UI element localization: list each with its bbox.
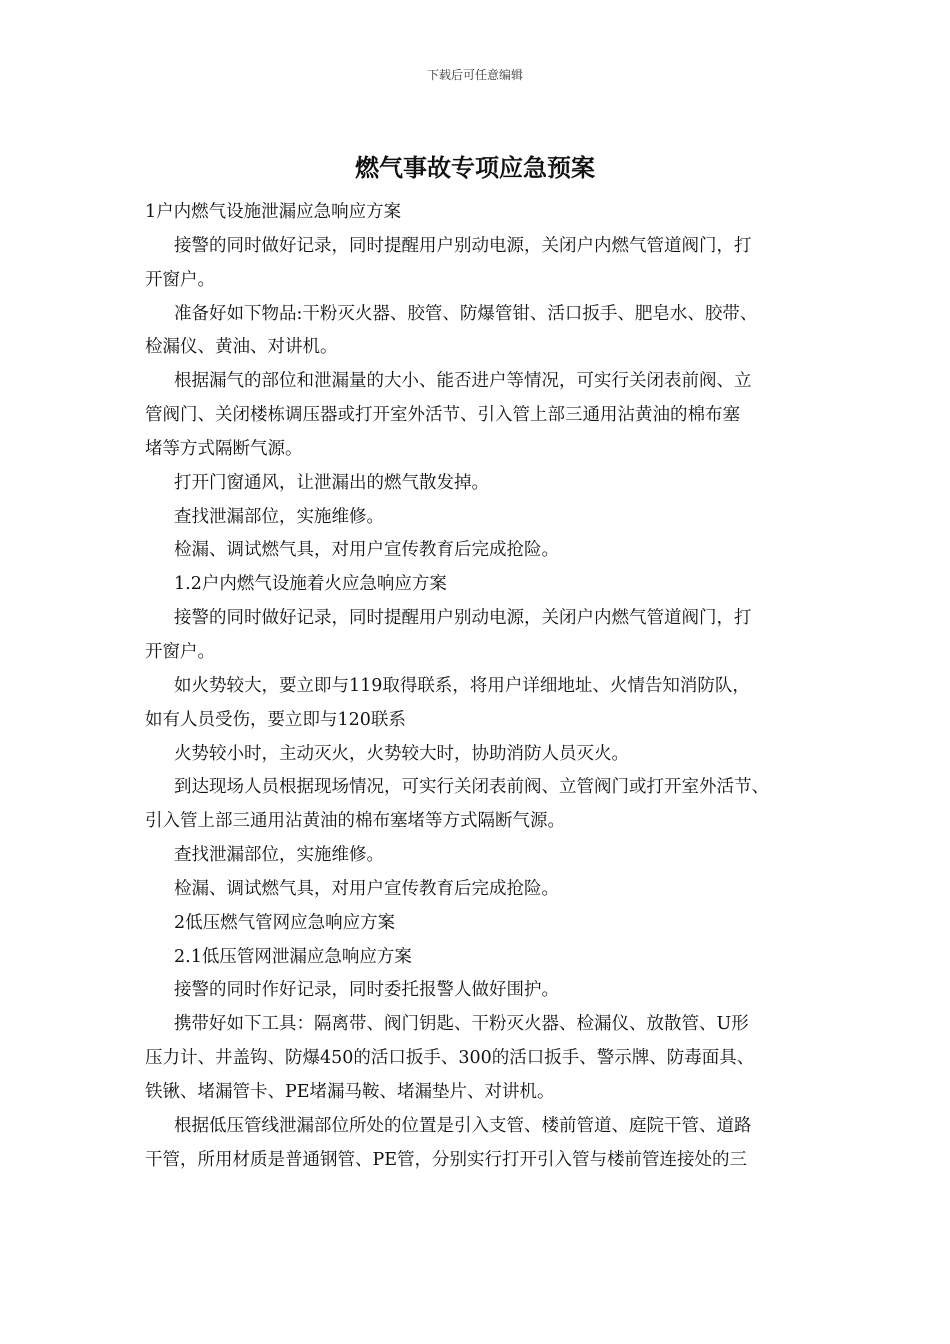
body-line-23: 2.1低压管网泄漏应急响应方案 <box>174 946 412 967</box>
body-line-4: 准备好如下物品:干粉灭火器、胶管、防爆管钳、活口扳手、肥皂水、胶带、 <box>174 303 758 324</box>
body-line-27: 铁锹、堵漏管卡、PE堵漏马鞍、堵漏垫片、对讲机。 <box>145 1081 555 1102</box>
body-line-13: 接警的同时做好记录，同时提醒用户别动电源，关闭户内燃气管道阀门，打 <box>174 608 752 629</box>
body-line-11: 检漏、调试燃气具，对用户宣传教育后完成抢险。 <box>174 540 559 561</box>
body-line-14: 开窗户。 <box>145 641 215 662</box>
body-line-7: 管阀门、关闭楼栋调压器或打开室外活节、引入管上部三通用沾黄油的棉布塞 <box>145 405 740 426</box>
body-line-15: 如火势较大，要立即与119取得联系，将用户详细地址、火情告知消防队， <box>174 675 750 696</box>
body-line-2: 接警的同时做好记录，同时提醒用户别动电源，关闭户内燃气管道阀门，打 <box>174 235 752 256</box>
body-line-25: 携带好如下工具：隔离带、阀门钥匙、干粉灭火器、检漏仪、放散管、U形 <box>174 1014 749 1035</box>
body-line-24: 接警的同时作好记录，同时委托报警人做好围护。 <box>174 980 559 1001</box>
body-line-6: 根据漏气的部位和泄漏量的大小、能否进户等情况，可实行关闭表前阀、立 <box>174 371 752 392</box>
document-title: 燃气事故专项应急预案 <box>355 153 595 182</box>
body-line-18: 到达现场人员根据现场情况，可实行关闭表前阀、立管阀门或打开室外活节、 <box>174 777 769 798</box>
body-line-8: 堵等方式隔断气源。 <box>145 438 303 459</box>
body-line-10: 查找泄漏部位，实施维修。 <box>174 506 384 527</box>
body-line-5: 检漏仪、黄油、对讲机。 <box>145 337 338 358</box>
body-line-3: 开窗户。 <box>145 269 215 290</box>
body-line-26: 压力计、井盖钩、防爆450的活口扳手、300的活口扳手、警示牌、防毒面具、 <box>145 1048 755 1069</box>
document-body <box>145 196 825 1177</box>
body-line-1: 1户内燃气设施泄漏应急响应方案 <box>145 202 402 222</box>
body-line-17: 火势较小时，主动灭火，火势较大时，协助消防人员灭火。 <box>174 743 629 764</box>
body-line-16: 如有人员受伤，要立即与120联系 <box>145 709 406 730</box>
body-line-28: 根据低压管线泄漏部位所处的位置是引入支管、楼前管道、庭院干管、道路 <box>174 1115 752 1136</box>
body-line-19: 引入管上部三通用沾黄油的棉布塞堵等方式隔断气源。 <box>145 811 565 832</box>
header-note: 下载后可任意编辑 <box>426 68 523 82</box>
body-line-20: 查找泄漏部位，实施维修。 <box>174 845 384 866</box>
body-line-29: 干管，所用材质是普通钢管、PE管，分别实行打开引入管与楼前管连接处的三 <box>145 1149 748 1170</box>
body-line-9: 打开门窗通风，让泄漏出的燃气散发掉。 <box>174 472 489 493</box>
body-line-12: 1.2户内燃气设施着火应急响应方案 <box>174 574 447 595</box>
body-line-21: 检漏、调试燃气具，对用户宣传教育后完成抢险。 <box>174 878 559 899</box>
body-line-22: 2低压燃气管网应急响应方案 <box>174 912 396 933</box>
